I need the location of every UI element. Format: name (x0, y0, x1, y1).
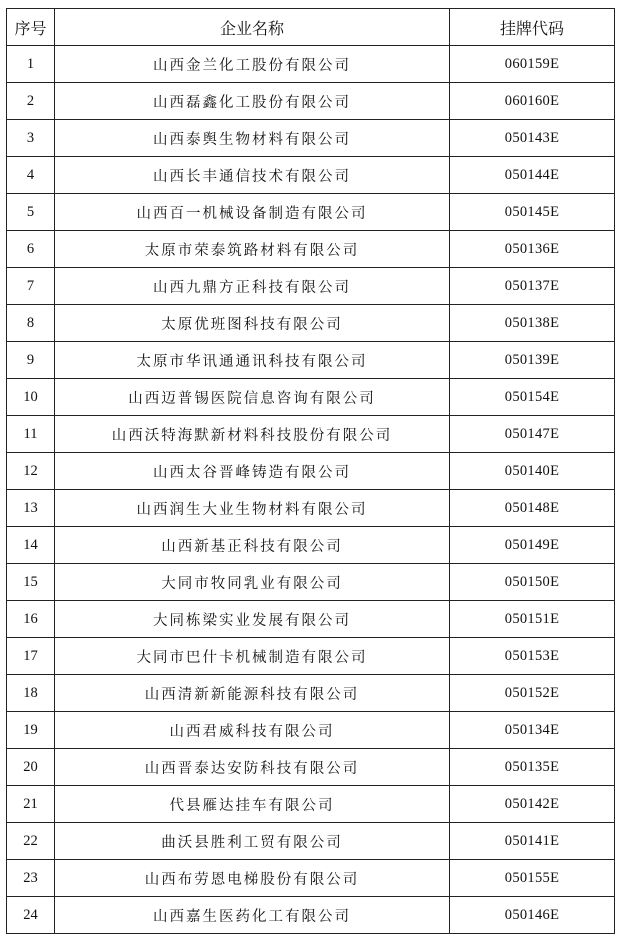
row-listing-code: 050134E (450, 712, 615, 749)
table-row (7, 342, 615, 379)
table-row (7, 897, 615, 934)
row-serial-number: 21 (7, 786, 55, 823)
table-body (7, 46, 615, 934)
table-row (7, 231, 615, 268)
table-row (7, 157, 615, 194)
row-serial-number: 7 (7, 268, 55, 305)
row-company-name: 山西润生大业生物材料有限公司 (55, 490, 450, 527)
row-company-name: 山西清新新能源科技有限公司 (55, 675, 450, 712)
row-company-name: 山西迈普锡医院信息咨询有限公司 (55, 379, 450, 416)
table-row (7, 83, 615, 120)
row-serial-number: 4 (7, 157, 55, 194)
row-listing-code: 050146E (450, 897, 615, 934)
row-listing-code: 050142E (450, 786, 615, 823)
row-listing-code: 050153E (450, 638, 615, 675)
row-serial-number: 23 (7, 860, 55, 897)
row-company-name: 山西布劳恩电梯股份有限公司 (55, 860, 450, 897)
row-serial-number: 19 (7, 712, 55, 749)
row-serial-number: 11 (7, 416, 55, 453)
row-company-name: 山西泰舆生物材料有限公司 (55, 120, 450, 157)
table-header-row (7, 9, 615, 46)
row-company-name: 山西太谷晋峰铸造有限公司 (55, 453, 450, 490)
table-row (7, 564, 615, 601)
row-company-name: 太原市荣泰筑路材料有限公司 (55, 231, 450, 268)
table-row (7, 120, 615, 157)
row-serial-number: 9 (7, 342, 55, 379)
row-listing-code: 060159E (450, 46, 615, 83)
row-serial-number: 13 (7, 490, 55, 527)
table-row (7, 712, 615, 749)
table-row (7, 268, 615, 305)
table-row (7, 749, 615, 786)
company-listing-table (6, 8, 615, 934)
table-row (7, 305, 615, 342)
row-serial-number: 5 (7, 194, 55, 231)
row-serial-number: 1 (7, 46, 55, 83)
header-serial-number: 序号 (7, 9, 55, 46)
row-listing-code: 050154E (450, 379, 615, 416)
table-row (7, 379, 615, 416)
row-listing-code: 050143E (450, 120, 615, 157)
row-company-name: 山西百一机械设备制造有限公司 (55, 194, 450, 231)
row-serial-number: 15 (7, 564, 55, 601)
row-company-name: 山西九鼎方正科技有限公司 (55, 268, 450, 305)
row-company-name: 山西新基正科技有限公司 (55, 527, 450, 564)
row-company-name: 山西嘉生医药化工有限公司 (55, 897, 450, 934)
row-serial-number: 10 (7, 379, 55, 416)
table-row (7, 453, 615, 490)
table-row (7, 194, 615, 231)
row-serial-number: 12 (7, 453, 55, 490)
row-company-name: 太原优班图科技有限公司 (55, 305, 450, 342)
row-company-name: 大同市牧同乳业有限公司 (55, 564, 450, 601)
header-company-name: 企业名称 (55, 9, 450, 46)
row-listing-code: 050151E (450, 601, 615, 638)
header-listing-code: 挂牌代码 (450, 9, 615, 46)
table-row (7, 860, 615, 897)
row-company-name: 太原市华讯通通讯科技有限公司 (55, 342, 450, 379)
table-row (7, 416, 615, 453)
row-listing-code: 050145E (450, 194, 615, 231)
row-company-name: 曲沃县胜利工贸有限公司 (55, 823, 450, 860)
row-listing-code: 050150E (450, 564, 615, 601)
row-serial-number: 17 (7, 638, 55, 675)
row-company-name: 山西磊鑫化工股份有限公司 (55, 83, 450, 120)
row-company-name: 大同栋梁实业发展有限公司 (55, 601, 450, 638)
row-listing-code: 050138E (450, 305, 615, 342)
row-listing-code: 050144E (450, 157, 615, 194)
row-listing-code: 050152E (450, 675, 615, 712)
row-serial-number: 20 (7, 749, 55, 786)
row-company-name: 山西长丰通信技术有限公司 (55, 157, 450, 194)
row-listing-code: 050149E (450, 527, 615, 564)
row-listing-code: 050155E (450, 860, 615, 897)
row-serial-number: 14 (7, 527, 55, 564)
table-row (7, 638, 615, 675)
row-listing-code: 050148E (450, 490, 615, 527)
row-company-name: 山西沃特海默新材料科技股份有限公司 (55, 416, 450, 453)
table-row (7, 601, 615, 638)
row-listing-code: 050140E (450, 453, 615, 490)
row-company-name: 山西金兰化工股份有限公司 (55, 46, 450, 83)
row-serial-number: 18 (7, 675, 55, 712)
table-row (7, 823, 615, 860)
row-serial-number: 2 (7, 83, 55, 120)
row-serial-number: 3 (7, 120, 55, 157)
row-company-name: 代县雁达挂车有限公司 (55, 786, 450, 823)
row-serial-number: 22 (7, 823, 55, 860)
row-serial-number: 8 (7, 305, 55, 342)
row-listing-code: 050141E (450, 823, 615, 860)
table-row (7, 490, 615, 527)
row-listing-code: 050139E (450, 342, 615, 379)
row-company-name: 大同市巴什卡机械制造有限公司 (55, 638, 450, 675)
table-row (7, 675, 615, 712)
row-listing-code: 050147E (450, 416, 615, 453)
row-listing-code: 050136E (450, 231, 615, 268)
row-serial-number: 16 (7, 601, 55, 638)
table-row (7, 527, 615, 564)
table-row (7, 46, 615, 83)
row-serial-number: 24 (7, 897, 55, 934)
row-company-name: 山西晋泰达安防科技有限公司 (55, 749, 450, 786)
row-listing-code: 050137E (450, 268, 615, 305)
row-listing-code: 060160E (450, 83, 615, 120)
row-company-name: 山西君威科技有限公司 (55, 712, 450, 749)
row-serial-number: 6 (7, 231, 55, 268)
table-row (7, 786, 615, 823)
row-listing-code: 050135E (450, 749, 615, 786)
